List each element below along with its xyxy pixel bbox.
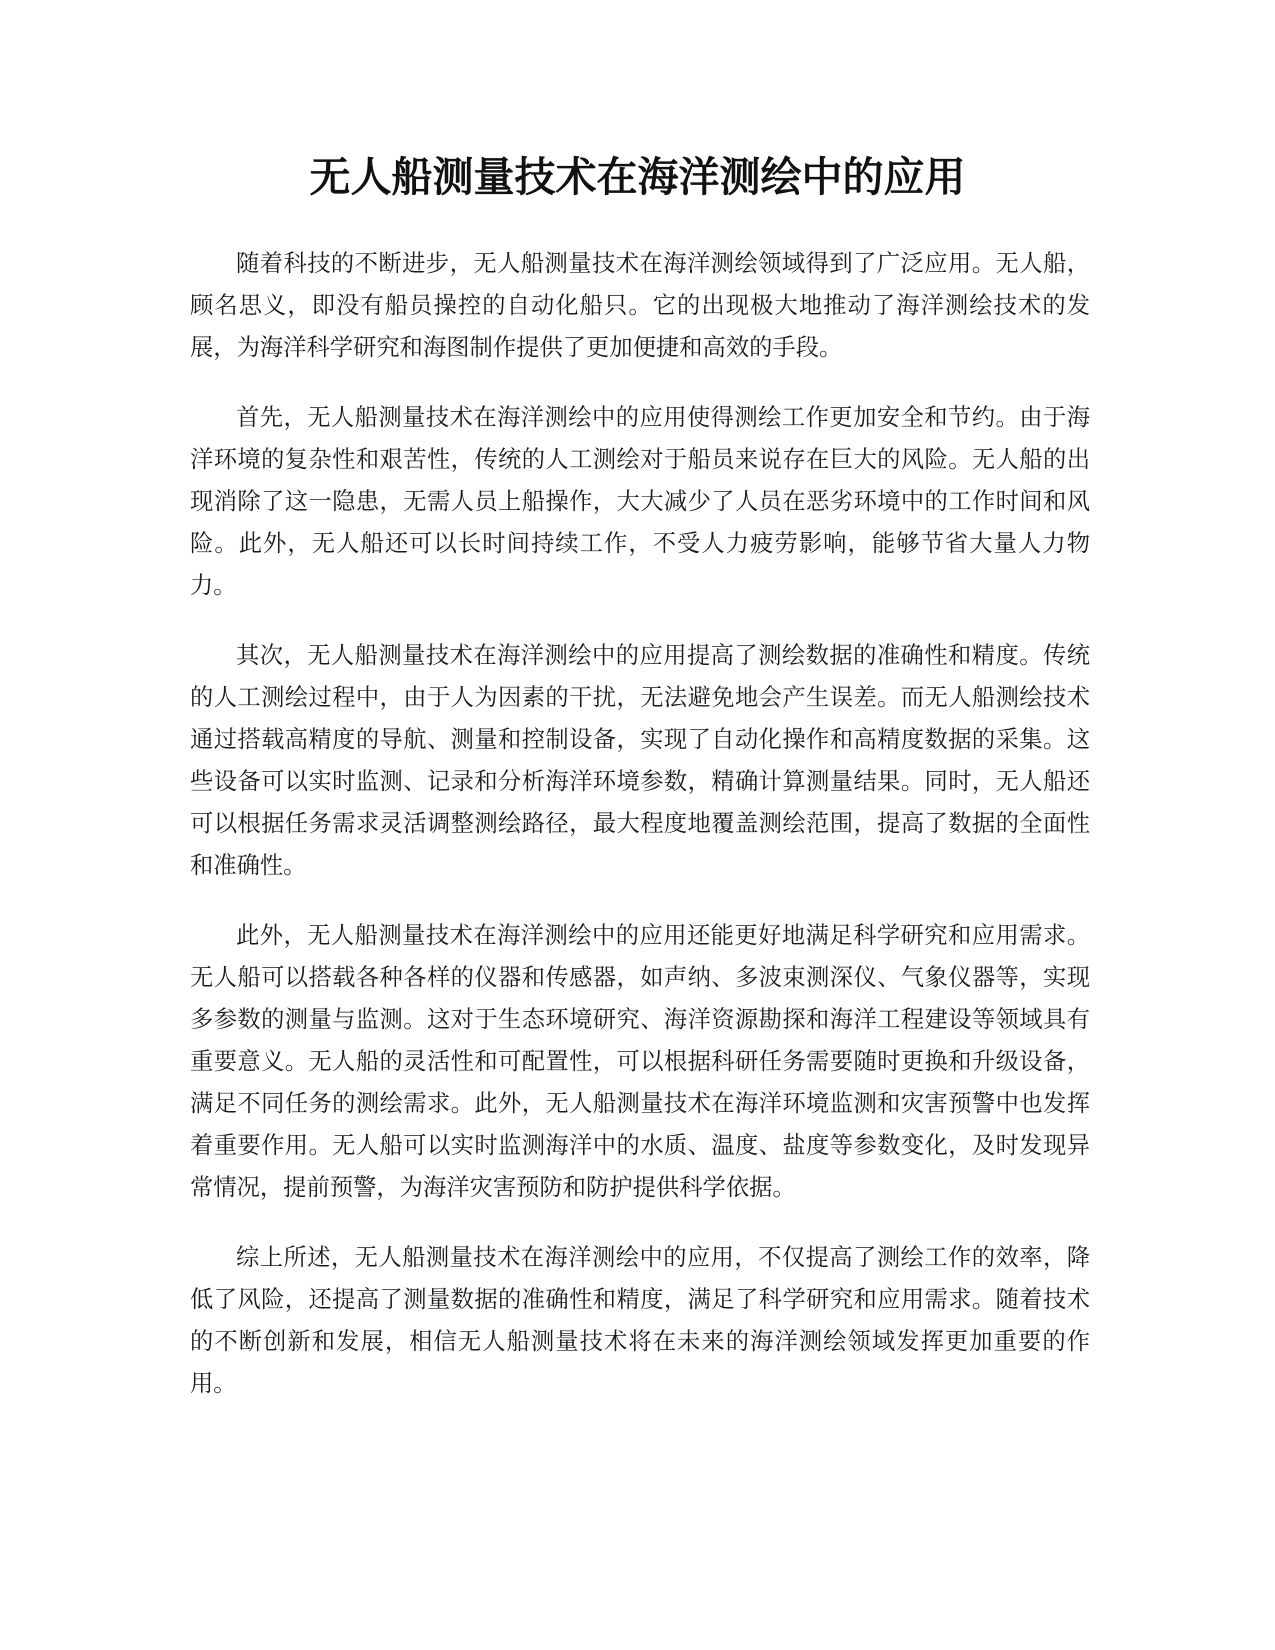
document-body: [190, 243, 1090, 1433]
paragraph-research: 此外，无人船测量技术在海洋测绘中的应用还能更好地满足科学研究和应用需求。无人船可以搭载各种各样的仪器和传感器，如声纳、多波束测深仪、气象仪器等，实现多参数的测量与监测。这对于生态环境研究、海洋资源勘探和海洋工程建设等领域具有重要意义。无人船的灵活性和可配置性，可以根据科研任务需要随时更换和升级设备，满足不同任务的测绘需求。此外，无人船测量技术在海洋环境监测和灾害预警中也发挥着重要作用。无人船可以实时监测海洋中的水质、温度、盐度等参数变化，及时发现异常情况，提前预警，为海洋灾害预防和防护提供科学依据。: [190, 922, 1090, 1201]
paragraph-conclusion: 综上所述，无人船测量技术在海洋测绘中的应用，不仅提高了测绘工作的效率，降低了风险，还提高了测量数据的准确性和精度，满足了科学研究和应用需求。随着技术的不断创新和发展，相信无人船测量技术将在未来的海洋测绘领域发挥更加重要的作用。: [190, 1244, 1090, 1397]
paragraph-intro: 随着科技的不断进步，无人船测量技术在海洋测绘领域得到了广泛应用。无人船，顾名思义，即没有船员操控的自动化船只。它的出现极大地推动了海洋测绘技术的发展，为海洋科学研究和海图制作提供了更加便捷和高效的手段。: [190, 250, 1090, 361]
paragraph-safety: 首先，无人船测量技术在海洋测绘中的应用使得测绘工作更加安全和节约。由于海洋环境的复杂性和艰苦性，传统的人工测绘对于船员来说存在巨大的风险。无人船的出现消除了这一隐患，无需人员上船操作，大大减少了人员在恶劣环境中的工作时间和风险。此外，无人船还可以长时间持续工作，不受人力疲劳影响，能够节省大量人力物力。: [190, 404, 1090, 599]
paragraph-accuracy: 其次，无人船测量技术在海洋测绘中的应用提高了测绘数据的准确性和精度。传统的人工测绘过程中，由于人为因素的干扰，无法避免地会产生误差。而无人船测绘技术通过搭载高精度的导航、测量和控制设备，实现了自动化操作和高精度数据的采集。这些设备可以实时监测、记录和分析海洋环境参数，精确计算测量结果。同时，无人船还可以根据任务需求灵活调整测绘路径，最大程度地覆盖测绘范围，提高了数据的全面性和准确性。: [190, 642, 1090, 879]
document-title: 无人船测量技术在海洋测绘中的应用: [309, 153, 966, 201]
